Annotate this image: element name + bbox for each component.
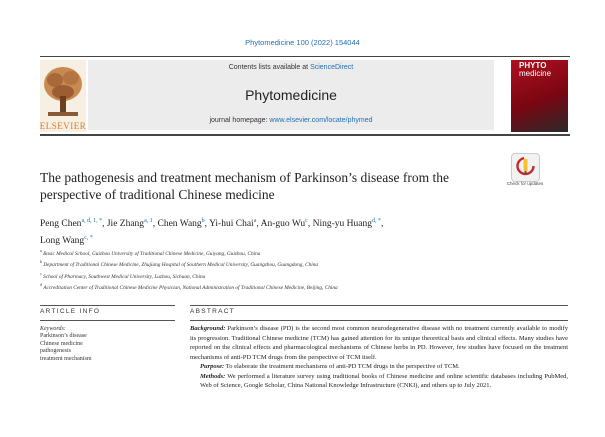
affiliation-text: Accreditation Center of Traditional Chinese Medicine Physician, National Administration of Traditional Chinese Medicine, Beijing, China — [43, 284, 338, 291]
keywords-label: Keywords: — [40, 326, 66, 332]
affiliation-text: Department of Traditional Chinese Medicine, Zhujiang Hospital of Southern Medical University, Guangzhou, Guangdong, China — [43, 262, 319, 269]
author-name: Jie Zhang — [106, 219, 145, 230]
author-name: Ning-yu Huang — [312, 219, 372, 230]
author-list: Peng Chen$^{a, d, 1, *}$, Jie Zhang$^{a, 1}$, Chen Wang$^b$, Yi-hui Chai$^a$, An-guo Wu$^c$, Ning-yu Huang$^{d, *}$, Long Wang$^{c, *}$ — [40, 218, 384, 247]
abstract-background — [190, 324, 568, 362]
purpose-text: To elaborate the treatment mechanisms of anti-PD TCM drugs in the perspective of TCM. — [224, 363, 460, 370]
homepage-line — [88, 117, 494, 124]
affiliation-mark: c — [40, 270, 42, 276]
abstract-bottom-rule — [190, 320, 568, 321]
check-for-updates-label[interactable]: Check for updates — [506, 181, 544, 186]
author[interactable] — [313, 219, 381, 229]
article-info-heading: ARTICLE INFO — [40, 308, 101, 315]
sciencedirect-link[interactable]: ScienceDirect — [310, 64, 354, 71]
affiliation-text: Basic Medical School, Guizhou University of Traditional Chinese Medicine, Guiyang, Guizhou, China — [43, 250, 261, 257]
keyword: treatment mechanism — [40, 356, 92, 363]
keyword: Parkinson’s disease — [40, 333, 87, 339]
abstract-purpose — [190, 362, 568, 372]
author[interactable] — [40, 236, 93, 246]
affiliation — [40, 270, 560, 281]
article-title: The pathogenesis and treatment mechanism of Parkinson’s disease from the perspective of traditional Chinese medicine — [40, 170, 450, 202]
background-label: Background: — [190, 325, 226, 332]
affiliation — [40, 247, 560, 258]
author-affiliation-mark[interactable]: a, d, 1, * — [81, 218, 103, 224]
article-info-bottom-rule — [40, 320, 175, 321]
author-name: An-guo Wu — [260, 219, 306, 230]
purpose-label: Purpose: — [200, 363, 225, 370]
author-affiliation-mark[interactable]: c, * — [84, 235, 93, 242]
methods-text: We performed a literature survey using traditional books of Chinese medicine and online scientific databases including PubMed, Web of Science, Google Scholar, China National Knowledge Infrastructure (CNKI), and others up to July 2021. — [200, 372, 568, 389]
abstract-heading: ABSTRACT — [190, 308, 236, 315]
author[interactable] — [261, 219, 308, 229]
journal-reference[interactable]: Phytomedicine 100 (2022) 154044 — [245, 38, 360, 47]
header-top-rule — [40, 56, 570, 57]
author-affiliation-mark[interactable]: b — [201, 218, 205, 224]
contents-line — [88, 64, 494, 71]
abstract-top-rule — [190, 305, 568, 306]
keywords-list — [40, 333, 91, 364]
author[interactable] — [209, 219, 256, 229]
methods-label: Methods: — [200, 372, 226, 380]
affiliation — [40, 258, 560, 269]
affiliation-mark: a — [40, 248, 42, 253]
author-name: Peng Chen — [40, 219, 82, 230]
keyword: Chinese medicine — [40, 340, 83, 347]
author-affiliation-mark[interactable]: d, * — [371, 218, 381, 224]
author[interactable] — [107, 219, 153, 229]
journal-name: Phytomedicine — [245, 87, 337, 103]
cover-title-line1: PHYTO — [519, 61, 547, 70]
header-bottom-rule — [40, 134, 570, 136]
affiliation — [40, 281, 560, 292]
homepage-prefix: journal homepage: — [209, 117, 270, 124]
check-for-updates-icon[interactable] — [511, 153, 540, 182]
author[interactable] — [40, 219, 102, 229]
author-affiliation-mark[interactable]: a — [253, 218, 257, 224]
article-info-top-rule — [40, 305, 175, 306]
contents-prefix: Contents lists available at — [228, 64, 311, 71]
affiliation-mark: b — [40, 259, 42, 265]
affiliation-mark: d — [40, 281, 42, 287]
abstract-methods — [190, 372, 568, 391]
journal-homepage-link[interactable]: www.elsevier.com/locate/phymed — [269, 117, 373, 124]
abstract-body — [190, 324, 568, 391]
author-affiliation-mark[interactable]: a, 1 — [144, 218, 153, 224]
affiliation-list — [40, 247, 560, 292]
background-text: Parkinson’s disease (PD) is the second most common neurodegenerative disease with no treatment currently available to modify its progression. Traditional Chinese medicine (TCM) has gained attention for its unique theoretical basis and clinical effects. Many studies have reported on the clinical effects and pharmacological mechanisms of Chinese herbs in PD. However, few studies have focused on the treatment mechanisms of anti-PD TCM drugs from the perspective of TCM itself. — [190, 325, 568, 361]
author-name: Long Wang — [40, 236, 85, 247]
cover-title-line2: medicine — [519, 69, 552, 78]
author[interactable] — [157, 219, 204, 229]
elsevier-wordmark: ELSEVIER — [39, 121, 87, 131]
author-affiliation-mark[interactable]: c — [305, 218, 308, 224]
author-name: Yi-hui Chai — [209, 219, 254, 230]
journal-cover-title — [519, 62, 567, 78]
author-name: Chen Wang — [157, 219, 202, 230]
affiliation-text: School of Pharmacy, Southwest Medical University, Luzhou, Sichuan, China — [43, 273, 206, 280]
keyword: pathogenesis — [40, 348, 71, 355]
